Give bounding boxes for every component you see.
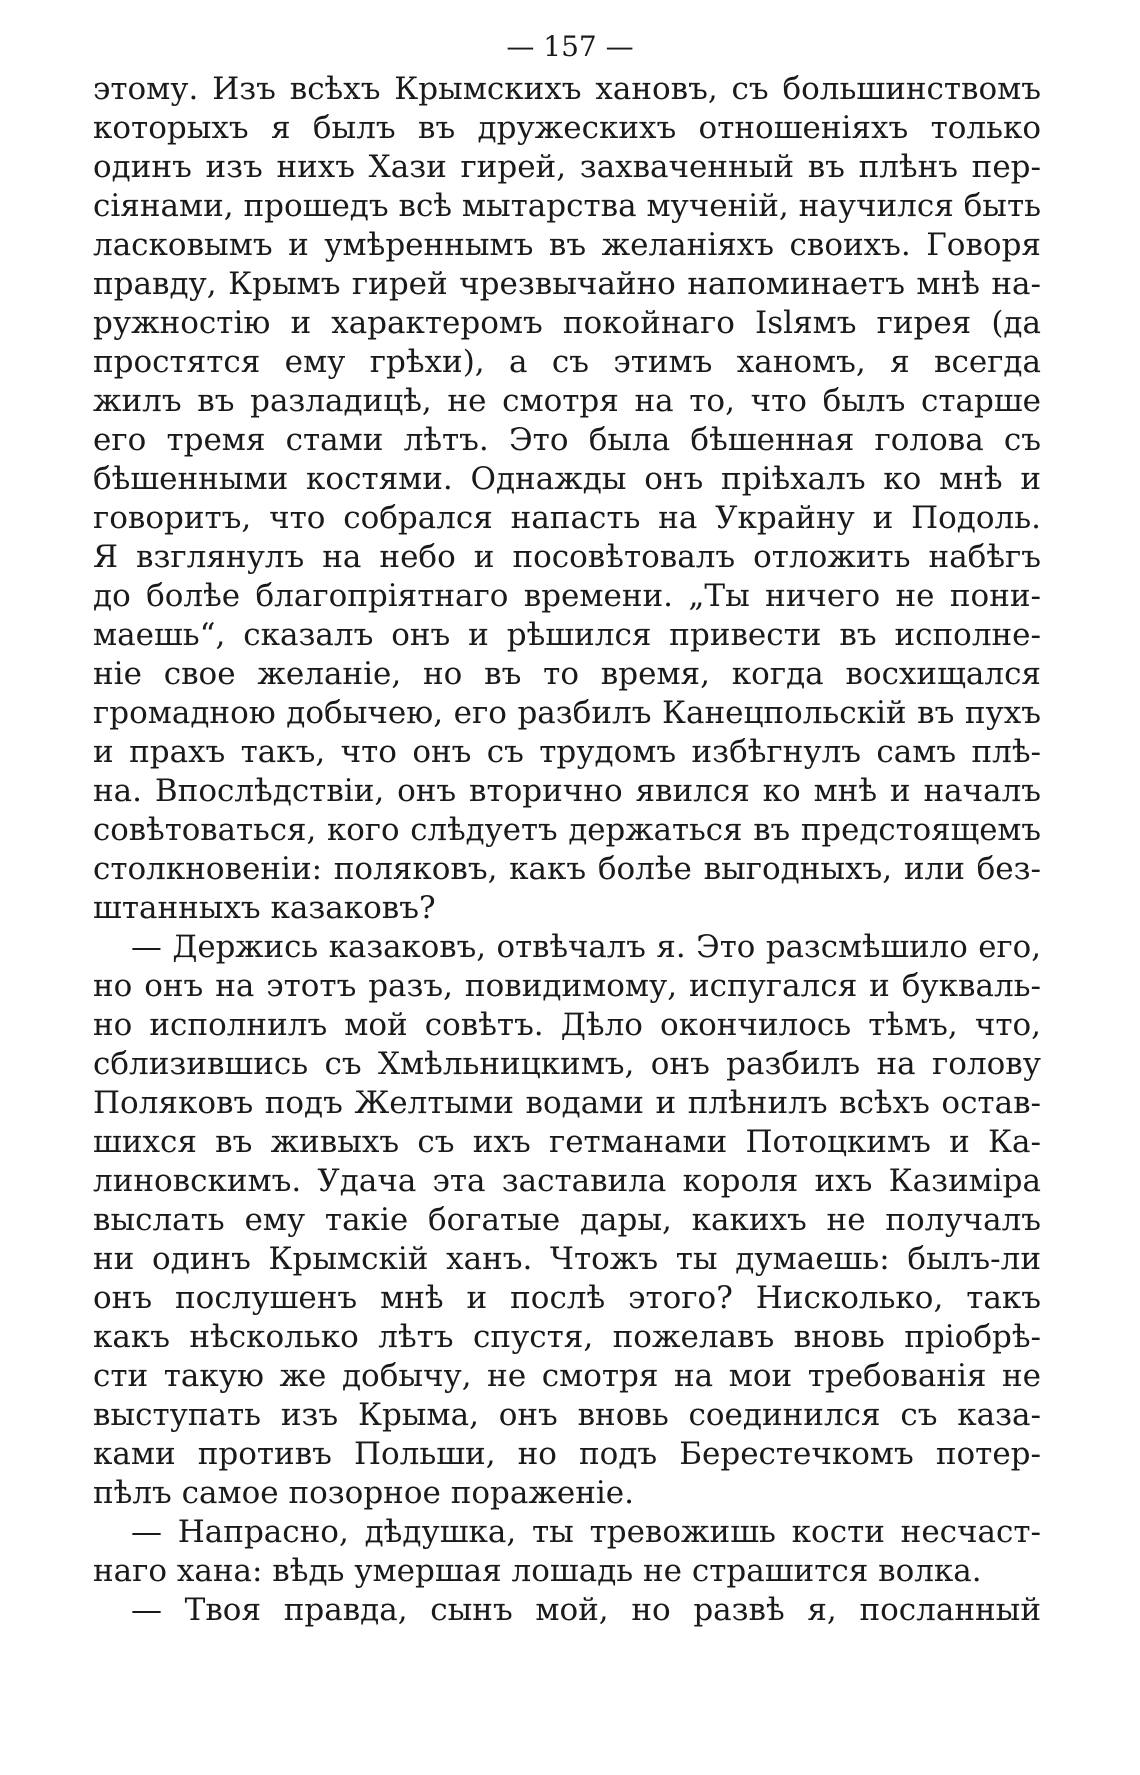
text-line: столкновеніи: поляковъ, какъ болѣе выгодныхъ, или без-: [93, 851, 1041, 887]
text-line: ласковымъ и умѣреннымъ въ желаніяхъ своихъ. Говоря: [93, 227, 1041, 263]
text-line: пѣлъ самое позорное пораженіе.: [93, 1475, 635, 1511]
text-line: совѣтоваться, кого слѣдуетъ держаться въ предстоящемъ: [93, 812, 1041, 848]
text-line: шихся въ живыхъ съ ихъ гетманами Потоцкимъ и Ка-: [93, 1124, 1041, 1160]
text-line: ни одинъ Крымскій ханъ. Чтожъ ты думаешь: былъ-ли: [93, 1241, 1041, 1277]
text-line: говоритъ, что собрался напасть на Украйну и Подоль.: [93, 500, 1041, 536]
text-line: до болѣе благопріятнаго времени. „Ты ничего не пони-: [93, 578, 1041, 614]
text-line: сблизившись съ Хмѣльницкимъ, онъ разбилъ на голову: [93, 1046, 1041, 1082]
text-line: выступать изъ Крыма, онъ вновь соединился съ каза-: [93, 1397, 1041, 1433]
text-line: линовскимъ. Удача эта заставила короля ихъ Казиміра: [93, 1163, 1041, 1199]
text-line: ками противъ Польши, но подъ Берестечкомъ потер-: [93, 1436, 1041, 1472]
text-line: сти такую же добычу, не смотря на мои требованія не: [93, 1358, 1041, 1394]
text-line: одинъ изъ нихъ Хази гирей, захваченный въ плѣнъ пер-: [93, 149, 1041, 185]
text-line: его тремя стами лѣтъ. Это была бѣшенная голова съ: [93, 422, 1041, 458]
text-line: ружностію и характеромъ покойнаго Islямъ гирея (да: [93, 305, 1041, 341]
text-line: маешь“, сказалъ онъ и рѣшился привести въ исполне-: [93, 617, 1041, 653]
text-line: но исполнилъ мой совѣтъ. Дѣло окончилось тѣмъ, что,: [93, 1007, 1041, 1043]
text-line: правду, Крымъ гирей чрезвычайно напоминаетъ мнѣ на-: [93, 266, 1041, 302]
text-line: но онъ на этотъ разъ, повидимому, испугался и букваль-: [93, 968, 1041, 1004]
text-line: сіянами, прошедъ всѣ мытарства мученій, научился быть: [93, 188, 1041, 224]
text-line: онъ послушенъ мнѣ и послѣ этого? Нисколько, такъ: [93, 1280, 1041, 1316]
text-line: на. Впослѣдствіи, онъ вторично явился ко мнѣ и началъ: [93, 773, 1041, 809]
text-line: ніе свое желаніе, но въ то время, когда восхищался: [93, 656, 1041, 692]
text-line: которыхъ я былъ въ дружескихъ отношеніяхъ только: [93, 110, 1041, 146]
text-line: громадною добычею, его разбилъ Канецпольскій въ пухъ: [93, 695, 1041, 731]
body-text: [93, 70, 1041, 1630]
text-line: жилъ въ разладицѣ, не смотря на то, что былъ старше: [93, 383, 1041, 419]
text-line: штанныхъ казаковъ?: [93, 890, 436, 926]
text-line: выслать ему такіе богатые дары, какихъ не получалъ: [93, 1202, 1041, 1238]
text-line: наго хана: вѣдь умершая лошадь не страшится волка.: [93, 1553, 982, 1589]
text-line: бѣшенными костями. Однажды онъ пріѣхалъ ко мнѣ и: [93, 461, 1041, 497]
page-number: — 157 —: [506, 30, 634, 63]
text-line: простятся ему грѣхи), а съ этимъ ханомъ, я всегда: [93, 344, 1041, 380]
text-line: какъ нѣсколько лѣтъ спустя, пожелавъ вновь пріобрѣ-: [93, 1319, 1041, 1355]
text-line: — Держись казаковъ, отвѣчалъ я. Это разсмѣшило его,: [131, 929, 1041, 965]
text-line: и прахъ такъ, что онъ съ трудомъ избѣгнулъ самъ плѣ-: [93, 734, 1041, 770]
text-line: — Твоя правда, сынъ мой, но развѣ я, посланный: [131, 1592, 1041, 1628]
text-line: — Напрасно, дѣдушка, ты тревожишь кости несчаст-: [131, 1514, 1041, 1550]
text-line: Я взглянулъ на небо и посовѣтовалъ отложить набѣгъ: [93, 539, 1041, 575]
text-line: этому. Изъ всѣхъ Крымскихъ хановъ, съ большинствомъ: [93, 71, 1041, 107]
text-line: Поляковъ подъ Желтыми водами и плѣнилъ всѣхъ остав-: [93, 1085, 1041, 1121]
